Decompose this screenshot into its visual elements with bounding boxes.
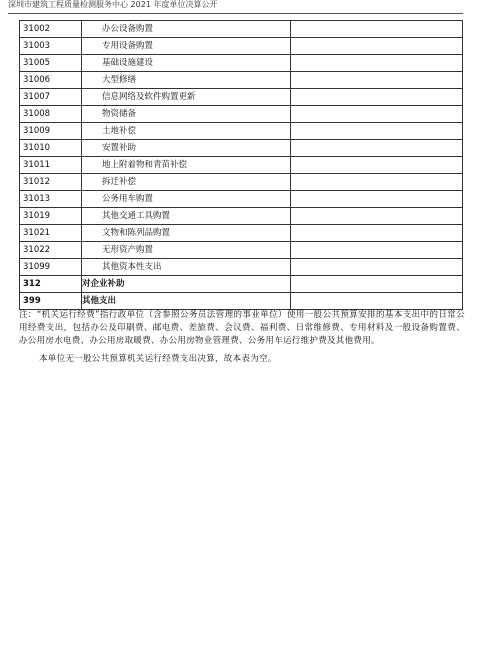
row-code: 312	[20, 276, 82, 293]
row-value	[291, 140, 463, 157]
row-name-text: 其他支出	[82, 296, 117, 306]
table-row	[20, 38, 463, 55]
table-row	[20, 276, 463, 293]
table-row	[20, 208, 463, 225]
row-name	[82, 191, 291, 208]
row-code: 31019	[20, 208, 82, 225]
row-name-text: 公务用车购置	[102, 194, 154, 204]
table-row	[20, 157, 463, 174]
row-code: 31007	[20, 89, 82, 106]
table-row	[20, 123, 463, 140]
row-code: 31009	[20, 123, 82, 140]
row-code: 31022	[20, 242, 82, 259]
row-name	[82, 157, 291, 174]
expenditure-table	[19, 20, 463, 310]
row-name	[82, 208, 291, 225]
row-name-text: 安置补助	[102, 143, 137, 153]
table-row	[20, 174, 463, 191]
row-name-text: 信息网络及软件购置更新	[102, 92, 196, 102]
row-value	[291, 242, 463, 259]
row-value	[291, 106, 463, 123]
table-row	[20, 55, 463, 72]
page-header: 深圳市建筑工程质量检测服务中心 2021 年度单位决算公开	[8, 0, 463, 14]
table-row	[20, 21, 463, 38]
row-name	[82, 259, 291, 276]
row-name	[82, 140, 291, 157]
row-code: 31021	[20, 225, 82, 242]
table-row	[20, 293, 463, 310]
row-name	[82, 242, 291, 259]
row-value	[291, 72, 463, 89]
row-name-text: 大型修缮	[102, 75, 137, 85]
row-name	[82, 106, 291, 123]
row-name	[82, 123, 291, 140]
row-code: 31008	[20, 106, 82, 123]
row-name-text: 土地补偿	[102, 126, 137, 136]
table-note	[19, 309, 465, 366]
row-name-text: 物资储备	[102, 109, 137, 119]
row-name	[82, 276, 291, 293]
row-value	[291, 276, 463, 293]
row-code: 31013	[20, 191, 82, 208]
table-row	[20, 191, 463, 208]
row-name	[82, 89, 291, 106]
row-value	[291, 208, 463, 225]
row-name	[82, 225, 291, 242]
row-name-text: 对企业补助	[82, 279, 125, 289]
table-row	[20, 89, 463, 106]
row-name	[82, 293, 291, 310]
row-name-text: 其他交通工具购置	[102, 211, 171, 221]
row-value	[291, 174, 463, 191]
row-value	[291, 225, 463, 242]
row-name	[82, 174, 291, 191]
row-name-text: 地上附着物和青苗补偿	[102, 160, 188, 170]
table-row	[20, 106, 463, 123]
row-value	[291, 293, 463, 310]
row-value	[291, 89, 463, 106]
row-name	[82, 21, 291, 38]
note-empty-statement: 本单位无一般公共预算机关运行经费支出决算，故本表为空。	[39, 354, 277, 364]
row-name-text: 拆迁补偿	[102, 177, 137, 187]
row-code: 31012	[20, 174, 82, 191]
row-value	[291, 55, 463, 72]
table-row	[20, 225, 463, 242]
row-code: 31099	[20, 259, 82, 276]
row-value	[291, 259, 463, 276]
table-row	[20, 242, 463, 259]
row-code: 31011	[20, 157, 82, 174]
row-name-text: 办公设备购置	[102, 24, 154, 34]
row-code: 31003	[20, 38, 82, 55]
row-code: 31002	[20, 21, 82, 38]
row-name-text: 无形资产购置	[102, 245, 154, 255]
row-name-text: 专用设备购置	[102, 41, 154, 51]
row-value	[291, 38, 463, 55]
row-name	[82, 38, 291, 55]
row-code: 31005	[20, 55, 82, 72]
row-value	[291, 21, 463, 38]
row-value	[291, 123, 463, 140]
row-value	[291, 191, 463, 208]
row-value	[291, 157, 463, 174]
row-code: 31010	[20, 140, 82, 157]
row-name-text: 基础设施建设	[102, 58, 154, 68]
row-code: 399	[20, 293, 82, 310]
row-name	[82, 55, 291, 72]
table-row	[20, 140, 463, 157]
row-code: 31006	[20, 72, 82, 89]
row-name-text: 其他资本性支出	[102, 262, 162, 272]
note-definition: 注：“机关运行经费”指行政单位（含参照公务员法管理的事业单位）使用一般公共预算安排的基本支出中的日常公用经费支出，包括办公及印刷费、邮电费、差旅费、会议费、福利费、日常维修费、专用材料及一般设备购置费、办公用房水电费、办公用房取暖费、办公用房物业管理费、公务用车运行维护费及其他费用。	[19, 310, 465, 346]
row-name-text: 文物和陈列品购置	[102, 228, 171, 238]
row-name	[82, 72, 291, 89]
table-row	[20, 259, 463, 276]
table-row	[20, 72, 463, 89]
